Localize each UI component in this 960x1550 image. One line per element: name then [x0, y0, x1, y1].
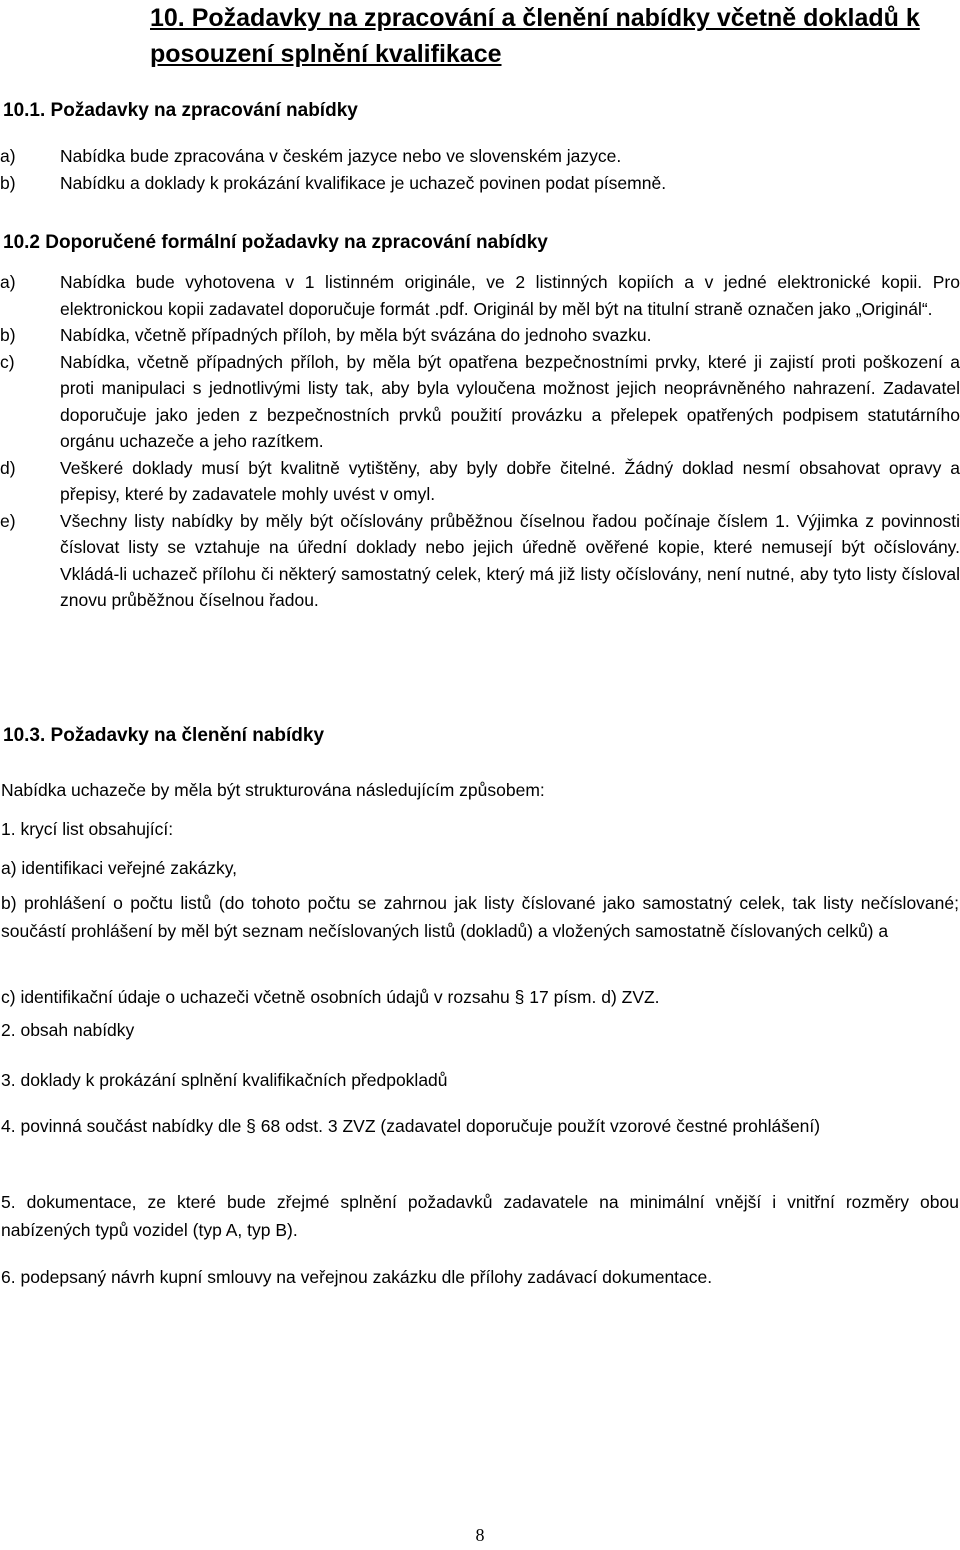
list-item-label: c): [0, 351, 15, 372]
list-item-label: b): [0, 172, 16, 193]
list-item-text: Nabídka, včetně případných příloh, by měla být svázána do jednoho svazku.: [60, 325, 652, 345]
list-item-label: d): [0, 457, 16, 478]
list-item: [0, 349, 960, 455]
paragraph-1b: b) prohlášení o počtu listů (do tohoto počtu se zahrnou jak listy číslované jako samostatný celek, tak listy nečíslované; součástí prohlášení by měl být seznam nečíslovaných listů (dokladů) a vložených samostatně číslovaných celků) a: [1, 893, 959, 941]
paragraph-1c: c) identifikační údaje o uchazeči včetně osobních údajů v rozsahu § 17 písm. d) ZVZ.: [1, 987, 660, 1007]
list-item: [0, 455, 960, 508]
paragraph-1a: a) identifikaci veřejné zakázky,: [1, 858, 238, 878]
section-10-1-list: [0, 143, 960, 196]
list-item: [0, 170, 960, 197]
list-item-text: Nabídku a doklady k prokázání kvalifikace je uchazeč povinen podat písemně.: [60, 172, 667, 193]
document-title: 10. Požadavky na zpracování a členění nabídky včetně dokladů k posouzení splnění kvalifikace: [150, 4, 920, 68]
paragraph-4: 4. povinná součást nabídky dle § 68 odst. 3 ZVZ (zadavatel doporučuje použít vzorové čestné prohlášení): [1, 1116, 821, 1136]
paragraph-5: 5. dokumentace, ze které bude zřejmé splnění požadavků zadavatele na minimální vnější i vnitřní rozměry obou nabízených typů vozidel (typ A, typ B).: [1, 1192, 959, 1240]
list-item: [0, 143, 960, 170]
list-item-label: a): [0, 146, 16, 166]
list-item-text: Všechny listy nabídky by měly být očíslovány průběžnou číselnou řadou počínaje číslem 1. Výjimka z povinnosti číslovat listy se vztahuje na úřední doklady nebo jejich úředně ověřené kopie, které nemusejí být očíslovány. Vkládá-li uchazeč přílohu či některý samostatný celek, který má již listy očíslovány, není nutné, aby tyto listy čísloval znovu průběžnou číselnou řadou.: [60, 510, 960, 610]
paragraph-2: 2. obsah nabídky: [1, 1020, 135, 1040]
list-item: [0, 322, 960, 349]
list-item-text: Nabídka, včetně případných příloh, by měla být opatřena bezpečnostními prvky, které ji zajistí proti poškození a proti manipulaci s jednotlivými listy tak, aby byla vyloučena možnost jejich neoprávněného nahrazení. Zadavatel doporučuje jako jeden z bezpečnostních prvků použití provázku a přelepek opatřených podpisem statutárního orgánu uchazeče a jeho razítkem.: [60, 351, 960, 451]
paragraph-1: 1. krycí list obsahující:: [1, 819, 174, 839]
paragraph-6: 6. podepsaný návrh kupní smlouvy na veřejnou zakázku dle přílohy zadávací dokumentace.: [1, 1267, 713, 1287]
list-item-label: a): [0, 272, 16, 292]
section-heading-10-2: 10.2 Doporučené formální požadavky na zpracování nabídky: [3, 232, 548, 253]
list-item-label: b): [0, 325, 16, 345]
section-heading-10-3: 10.3. Požadavky na členění nabídky: [3, 725, 325, 746]
list-item-text: Nabídka bude zpracována v českém jazyce nebo ve slovenském jazyce.: [60, 146, 622, 166]
paragraph-3: 3. doklady k prokázání splnění kvalifikačních předpokladů: [1, 1070, 448, 1090]
list-item: [0, 269, 960, 322]
section-10-2-list: [0, 269, 960, 614]
list-item-label: e): [0, 510, 16, 531]
section-heading-10-1: 10.1. Požadavky na zpracování nabídky: [3, 100, 358, 121]
list-item-text: Veškeré doklady musí být kvalitně vytištěny, aby byly dobře čitelné. Žádný doklad nesmí obsahovat opravy a přepisy, které by zadavatele mohly uvést v omyl.: [60, 457, 960, 504]
section-intro: Nabídka uchazeče by měla být strukturována následujícím způsobem:: [1, 780, 545, 800]
list-item-text: Nabídka bude vyhotovena v 1 listinném originále, ve 2 listinných kopiích a v jedné elektronické kopii. Pro elektronickou kopii zadavatel doporučuje formát .pdf. Originál by měl být na titulní straně označen jako „Originál“.: [60, 272, 960, 319]
list-item: [0, 508, 960, 614]
page-number: 8: [475, 1525, 485, 1545]
